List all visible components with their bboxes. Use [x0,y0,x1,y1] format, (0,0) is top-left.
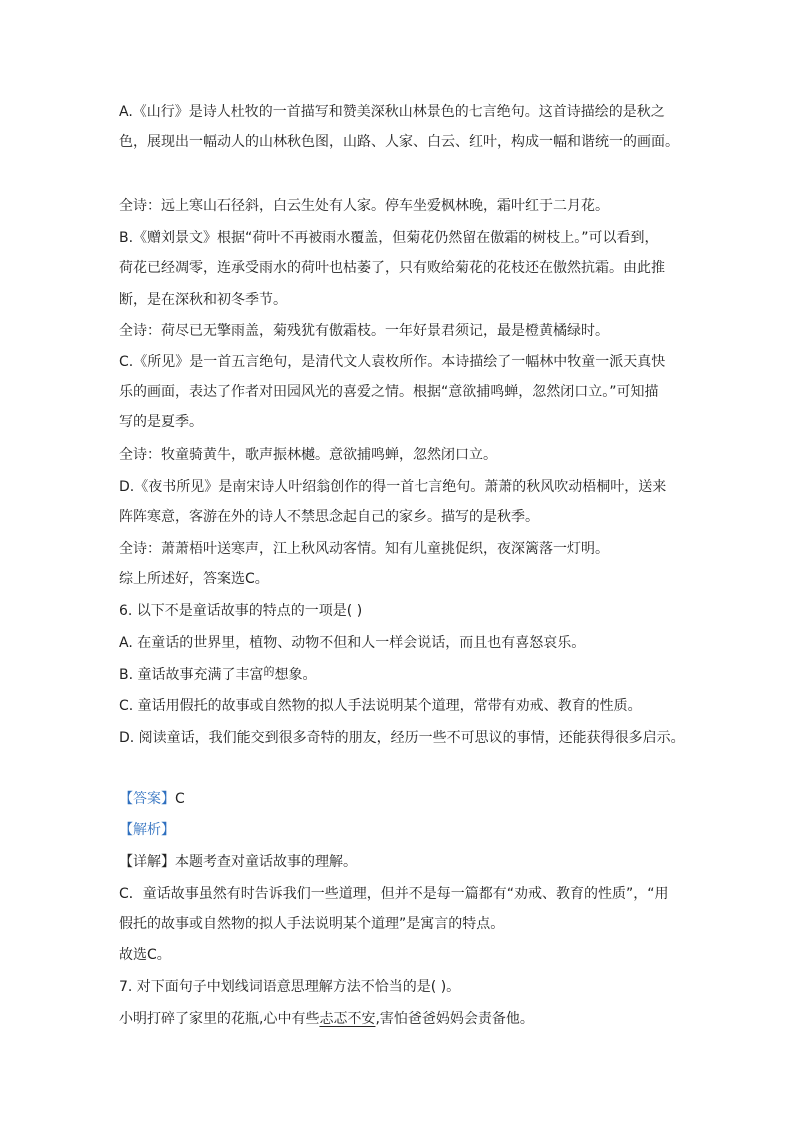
option-b-text: B. 童话故事充满了丰富 [119,667,264,683]
question-6-stem: 6. 以下不是童话故事的特点的一项是( ) [119,603,363,619]
option-b-line-1: B.《赠刘景文》根据“荷叶不再被雨水覆盖，但菊花仍然留在傲霜的树枝上。”可以看到， [119,230,659,246]
option-b-poem: 全诗：荷尽已无擎雨盖，菊残犹有傲霜枝。一年好景君须记，最是橙黄橘绿时。 [119,323,609,339]
question-7-stem: 7. 对下面句子中划线词语意思理解方法不恰当的是( )。 [119,979,461,995]
question-6-option-a: A. 在童话的世界里，植物、动物不但和人一样会说话，而且也有喜怒哀乐。 [119,635,586,651]
sentence-after: ,害怕爸爸妈妈会责备他。 [375,1011,534,1027]
answer-tag: 【答案】 [119,791,175,807]
question-6-option-d: D. 阅读童话，我们能交到很多奇特的朋友，经历一些不可思议的事情，还能获得很多启示。 [119,730,685,746]
detail-line [119,852,694,872]
option-c-line-3: 写的是夏季。 [119,414,203,430]
answer-line [119,789,694,809]
option-c-line-1: C.《所见》是一首五言绝句，是清代文人袁枚所作。本诗描绘了一幅林中牧童一派天真快 [119,354,666,370]
sentence-before: 小明打碎了家里的花瓶,心中有些 [119,1011,320,1027]
option-b-line-3: 断，是在深秋和初冬季节。 [119,292,287,308]
option-d-line-1: D.《夜书所见》是南宋诗人叶绍翁创作的得一首七言绝句。萧萧的秋风吹动梧桐叶，送来 [119,479,667,495]
option-c-line-2: 乐的画面，表达了作者对田园风光的喜爱之情。根据“意欲捕鸣蝉，忽然闭口立。”可知描 [119,384,659,400]
option-b-line-2: 荷花已经凋零，连承受雨水的荷叶也枯萎了，只有败给菊花的花枝还在傲然抗霜。由此推 [119,260,665,276]
option-b-superscript: 的 [263,665,275,678]
question-6-option-b [119,665,694,686]
option-a-line-2: 色，展现出一幅动人的山林秋色图，山路、人家、白云、红叶，构成一幅和谐统一的画面。 [119,134,679,150]
underlined-phrase: 忐忑不安 [319,1011,376,1027]
option-a-line-1: A.《山行》是诗人杜牧的一首描写和赞美深秋山林景色的七言绝句。这首诗描绘的是秋之 [119,104,665,120]
option-a-poem: 全诗：远上寒山石径斜，白云生处有人家。停车坐爱枫林晚，霜叶红于二月花。 [119,198,609,214]
option-b-text-end: 想象。 [274,667,317,683]
explanation-line-2: 假托的故事或自然物的拟人手法说明某个道理”是寓言的特点。 [119,916,505,932]
analysis-line [119,820,694,840]
option-d-poem: 全诗：萧萧梧叶送寒声，江上秋风动客情。知有儿童挑促织，夜深篱落一灯明。 [119,541,609,557]
conclusion-q5: 综上所述好，答案选C。 [119,571,269,587]
question-6-option-c: C. 童话用假托的故事或自然物的拟人手法说明某个道理，常带有劝戒、教育的性质。 [119,698,642,714]
detail-tag: 【详解】 [119,854,175,870]
analysis-tag: 【解析】 [119,822,175,838]
choose-line: 故选C。 [119,947,171,963]
answer-value: C [175,791,185,807]
option-d-line-2: 阵阵寒意，客游在外的诗人不禁思念起自己的家乡。描写的是秋季。 [119,509,539,525]
detail-text: 本题考查对童话故事的理解。 [175,854,357,870]
option-c-poem: 全诗：牧童骑黄牛，歌声振林樾。意欲捕鸣蝉，忽然闭口立。 [119,447,497,463]
question-7-sentence [119,1009,694,1029]
explanation-line-1: C．童话故事虽然有时告诉我们一些道理，但并不是每一篇都有“劝戒、教育的性质”，“用 [119,886,669,902]
